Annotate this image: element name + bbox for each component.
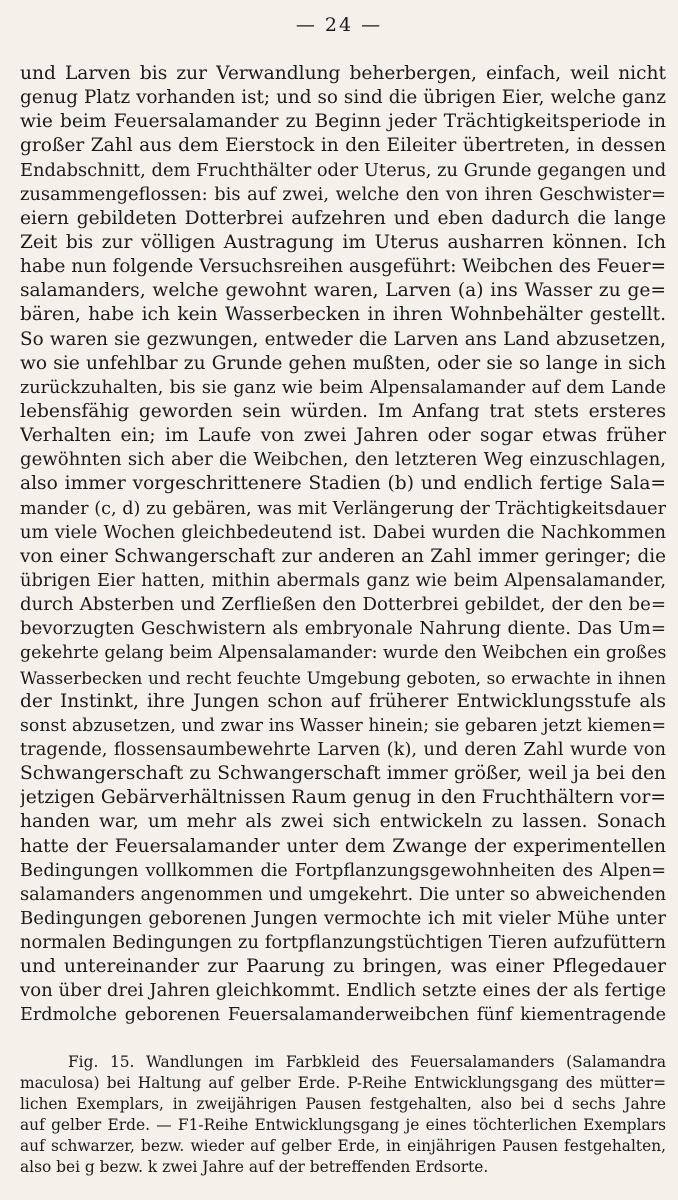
text-line: salamanders, welche gewohnt waren, Larven (a) ins Wasser zu ge= xyxy=(20,280,666,302)
text-line: Zeit bis zur völligen Austragung im Uterus ausharren können. Ich xyxy=(20,231,666,253)
text-line: wo sie unfehlbar zu Grunde gehen mußten, oder sie so lange in sich xyxy=(20,352,666,374)
text-line: genug Platz vorhanden ist; und so sind die übrigen Eier, welche ganz xyxy=(20,87,666,109)
caption-line: auf schwarzer, bezw. wieder auf gelber Erde, in einjährigen Pausen festgehalten, xyxy=(20,1137,666,1155)
text-line: durch Absterben und Zerfließen den Dotterbrei gebildet, der den be= xyxy=(20,594,666,616)
text-line: Bedingungen vollkommen die Fortpflanzungsgewohnheiten des Alpen= xyxy=(20,860,666,881)
text-line: von einer Schwangerschaft zur anderen an Zahl immer geringer; die xyxy=(20,545,666,567)
text-line: bevorzugten Geschwistern als embryonale Nahrung diente. Das Um= xyxy=(20,618,666,640)
text-line: Endabschnitt, dem Fruchthälter oder Uterus, zu Grunde gegangen und xyxy=(20,159,666,181)
text-line: salamanders angenommen und umgekehrt. Die unter so abweichenden xyxy=(20,883,666,905)
text-line: also immer vorgeschrittenere Stadien (b) und endlich fertige Sala= xyxy=(20,473,666,495)
caption-line: maculosa) bei Haltung auf gelber Erde. P-Reihe Entwicklungsgang des mütter= xyxy=(20,1074,666,1092)
text-line: Bedingungen geborenen Jungen vermochte ich mit vieler Mühe unter xyxy=(20,907,666,929)
text-line: eiern gebildeten Dotterbrei aufzehren und eben dadurch die lange xyxy=(20,207,666,229)
text-line: hatte der Feuersalamander unter dem Zwange der experimentellen xyxy=(20,835,666,857)
text-line: handen war, um mehr als zwei sich entwickeln zu lassen. Sonach xyxy=(20,811,666,833)
text-line: gekehrte gelang beim Alpensalamander: wurde den Weibchen ein großes xyxy=(20,643,666,664)
text-line: Schwangerschaft zu Schwangerschaft immer größer, weil ja bei den xyxy=(20,763,666,785)
text-line: großer Zahl aus dem Eierstock in den Eileiter übertreten, in dessen xyxy=(20,135,666,157)
text-line: von über drei Jahren gleichkommt. Endlich setzte eines der als fertige xyxy=(20,980,666,1002)
text-line: tragende, flossensaumbewehrte Larven (k), und deren Zahl wurde von xyxy=(20,738,666,760)
caption-line: lichen Exemplars, in zweijährigen Pausen festgehalten, also bei d sechs Jahre xyxy=(20,1095,666,1113)
page-number: — 24 — xyxy=(295,14,383,36)
text-line: Verhalten ein; im Laufe von zwei Jahren oder sogar etwas früher xyxy=(20,425,666,447)
text-line: übrigen Eier hatten, mithin abermals ganz wie beim Alpensalamander, xyxy=(20,569,666,591)
text-line: bären, habe ich kein Wasserbecken in ihren Wohnbehälter gestellt. xyxy=(20,304,666,326)
text-line: So waren sie gezwungen, entweder die Larven ans Land abzusetzen, xyxy=(20,328,666,350)
text-line: sonst abzusetzen, und zwar ins Wasser hinein; sie gebaren jetzt kiemen= xyxy=(20,715,666,736)
caption-line: also bei g bezw. k zwei Jahre auf der betreffenden Erdsorte. xyxy=(20,1158,489,1176)
body-text xyxy=(20,62,666,1028)
text-line: gewöhnten sich aber die Weibchen, den letzteren Weg einzuschlagen, xyxy=(20,449,666,471)
text-line: und untereinander zur Paarung zu bringen, was einer Pflegedauer xyxy=(20,956,666,978)
text-line: jetzigen Gebärverhältnissen Raum genug in den Fruchthältern vor= xyxy=(20,787,666,809)
text-line: normalen Bedingungen zu fortpflanzungstüchtigen Tieren aufzufüttern xyxy=(20,932,666,954)
caption-line: Fig. 15. Wandlungen im Farbkleid des Feuersalamanders (Salamandra xyxy=(68,1053,666,1071)
text-line: lebensfähig geworden sein würden. Im Anfang trat stets ersteres xyxy=(20,400,666,422)
text-line: zurückzuhalten, bis sie ganz wie beim Alpensalamander auf dem Lande xyxy=(20,377,666,398)
text-line: Wasserbecken und recht feuchte Umgebung geboten, so erwachte in ihnen xyxy=(20,667,666,688)
text-line: der Instinkt, ihre Jungen schon auf früherer Entwicklungsstufe als xyxy=(20,690,666,712)
text-line: wie beim Feuersalamander zu Beginn jeder Trächtigkeitsperiode in xyxy=(20,111,666,133)
text-line: mander (c, d) zu gebären, was mit Verlängerung der Trächtigkeitsdauer xyxy=(20,498,666,519)
caption-line: auf gelber Erde. — F1-Reihe Entwicklungsgang je eines töchterlichen Exemplars xyxy=(20,1116,666,1134)
text-line: um viele Wochen gleichbedeutend ist. Dabei wurden die Nachkommen xyxy=(20,521,666,543)
text-line: und Larven bis zur Verwandlung beherbergen, einfach, weil nicht xyxy=(20,63,666,84)
text-line: Erdmolche geborenen Feuersalamanderweibchen fünf kiementragende xyxy=(20,1005,666,1026)
text-line: habe nun folgende Versuchsreihen ausgeführt: Weibchen des Feuer= xyxy=(20,256,666,278)
text-line: zusammengeflossen: bis auf zwei, welche den von ihren Geschwister= xyxy=(20,183,666,205)
figure-caption xyxy=(20,1052,666,1178)
